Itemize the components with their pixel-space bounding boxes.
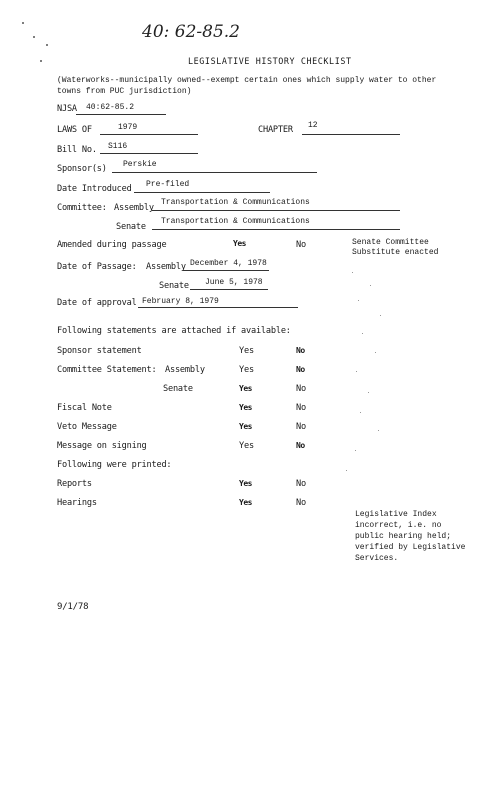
statement-no: No	[296, 422, 306, 432]
statement-label: Committee Statement:	[57, 365, 157, 375]
statement-label: Fiscal Note	[57, 403, 112, 413]
passage-senate-value: June 5, 1978	[205, 278, 263, 287]
passage-senate-label: Senate	[159, 281, 189, 291]
amended-no: No	[296, 240, 306, 250]
legislative-index-note	[355, 509, 465, 564]
scan-speck	[355, 450, 356, 451]
statement-sub-label: Senate	[163, 384, 193, 394]
scan-speck	[368, 392, 369, 393]
note-line: incorrect, i.e. no	[355, 521, 442, 530]
printed-no: No	[296, 498, 306, 508]
committee-assembly-label: Assembly	[114, 203, 154, 213]
passage-assembly-underline	[183, 270, 269, 271]
scan-speck	[346, 470, 347, 471]
date-introduced-underline	[134, 192, 270, 193]
passage-senate-underline	[190, 289, 268, 290]
statement-label: Veto Message	[57, 422, 117, 432]
printed-yes-struck: Yes	[239, 498, 252, 507]
statement-no: No	[296, 384, 306, 394]
scan-speck	[33, 36, 35, 38]
scan-speck	[375, 352, 376, 353]
committee-assembly-underline	[152, 210, 400, 211]
njsa-underline	[76, 114, 166, 115]
scan-speck	[362, 333, 363, 334]
statement-yes: Yes	[239, 346, 254, 356]
note-line: Services.	[355, 554, 399, 563]
date-of-approval-underline	[138, 307, 298, 308]
page-title: LEGISLATIVE HISTORY CHECKLIST	[188, 56, 352, 66]
bill-description: (Waterworks--municipally owned--exempt certain ones which supply water to other towns from PUC jurisdiction)	[57, 76, 437, 96]
amended-label: Amended during passage	[57, 240, 167, 250]
statement-label: Message on signing	[57, 441, 147, 451]
scan-speck	[356, 371, 357, 372]
printed-label: Reports	[57, 479, 92, 489]
statement-yes: Yes	[239, 441, 254, 451]
statement-sub-label: Assembly	[165, 365, 205, 375]
sponsor-value: Perskie	[123, 160, 157, 169]
printed-no: No	[296, 479, 306, 489]
scan-speck	[358, 300, 359, 301]
note-line: Legislative Index	[355, 510, 437, 519]
passage-assembly-label: Assembly	[146, 262, 186, 272]
printed-label: Hearings	[57, 498, 97, 508]
date-introduced-value: Pre-filed	[146, 180, 190, 189]
bill-no-label: Bill No.	[57, 145, 97, 155]
njsa-value: 40:62-85.2	[86, 103, 135, 112]
scan-speck	[380, 315, 381, 316]
passage-assembly-value: December 4, 1978	[190, 259, 267, 268]
bill-no-underline	[100, 153, 198, 154]
scan-speck	[360, 412, 361, 413]
date-of-approval-label: Date of approval	[57, 298, 137, 308]
statement-no: No	[296, 403, 306, 413]
sponsor-underline	[112, 172, 317, 173]
amended-yes-struck: Yes	[233, 239, 246, 248]
committee-senate-value: Transportation & Communications	[161, 217, 310, 226]
committee-assembly-value: Transportation & Communications	[161, 198, 310, 207]
scan-speck	[22, 22, 24, 24]
date-of-passage-label: Date of Passage:	[57, 262, 137, 272]
date-introduced-label: Date Introduced	[57, 184, 132, 194]
chapter-underline	[302, 134, 400, 135]
note-line: verified by Legislative	[355, 543, 466, 552]
statement-no-struck: No	[296, 365, 305, 374]
amended-note: Senate Committee Substitute enacted	[352, 238, 439, 257]
handwritten-statute-number: 40: 62-85.2	[142, 22, 240, 42]
committee-label: Committee:	[57, 203, 107, 213]
committee-senate-label: Senate	[116, 222, 146, 232]
date-of-approval-value: February 8, 1979	[142, 297, 219, 306]
scan-speck	[352, 272, 353, 273]
laws-of-underline	[100, 134, 198, 135]
statement-label: Sponsor statement	[57, 346, 142, 356]
laws-of-label: LAWS OF	[57, 125, 92, 135]
laws-of-value: 1979	[118, 123, 138, 132]
following-printed-heading: Following were printed:	[57, 460, 172, 470]
scan-speck	[40, 60, 42, 62]
njsa-label: NJSA	[57, 104, 77, 114]
statement-yes: Yes	[239, 365, 254, 375]
bill-no-value: S116	[108, 142, 128, 151]
sponsor-label: Sponsor(s)	[57, 164, 107, 174]
following-attached-heading: Following statements are attached if available:	[57, 326, 291, 336]
scan-speck	[378, 430, 379, 431]
statement-no-struck: No	[296, 441, 305, 450]
statement-yes-struck: Yes	[239, 384, 252, 393]
statement-yes-struck: Yes	[239, 422, 252, 431]
statement-yes-struck: Yes	[239, 403, 252, 412]
scan-speck	[46, 44, 48, 46]
committee-senate-underline	[152, 229, 400, 230]
statement-no-struck: No	[296, 346, 305, 355]
footer-date: 9/1/78	[57, 602, 89, 612]
chapter-value: 12	[308, 121, 318, 130]
note-line: public hearing held;	[355, 532, 452, 541]
scan-speck	[370, 285, 371, 286]
chapter-label: CHAPTER	[258, 125, 293, 135]
printed-yes-struck: Yes	[239, 479, 252, 488]
